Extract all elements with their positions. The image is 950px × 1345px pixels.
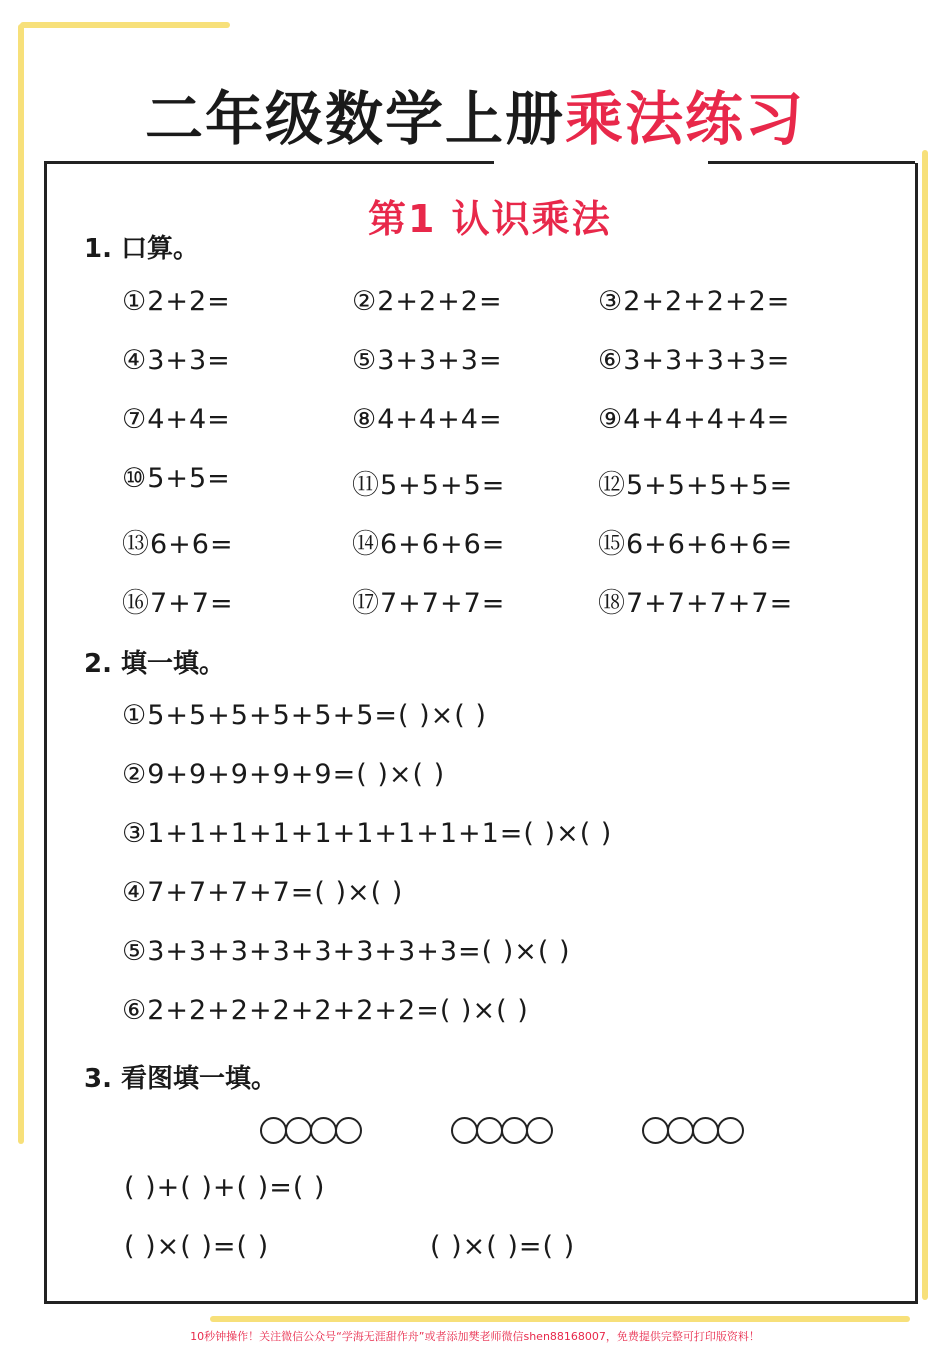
exercise-1-12: ⑫5+5+5+5= (598, 470, 794, 501)
exercise-1-10: ⑩5+5= (122, 463, 231, 494)
section3-heading: 3. 看图填一填。 (84, 1064, 278, 1094)
frame-top (20, 22, 230, 28)
footer-note: 10秒钟操作！关注微信公众号“学海无涯甜作舟”或者添加樊老师微信shen88168007，免费提供完整可打印版资料！ (190, 1330, 760, 1343)
circle (451, 1117, 478, 1144)
circle (642, 1117, 669, 1144)
circle (335, 1117, 362, 1144)
circle (285, 1117, 312, 1144)
exercise-1-8: ⑧4+4+4= (352, 404, 503, 435)
section1-heading: 1. 口算。 (84, 234, 200, 264)
exercise-1-17: ⑰7+7+7= (352, 588, 506, 619)
exercise-1-18: ⑱7+7+7+7= (598, 588, 794, 619)
circle (692, 1117, 719, 1144)
circle (476, 1117, 503, 1144)
lesson-subtitle: 第1 认识乘法 (368, 197, 612, 241)
circle (260, 1117, 287, 1144)
fill-item-3: ③1+1+1+1+1+1+1+1+1=( )×( ) (122, 818, 613, 849)
exercise-1-16: ⑯7+7= (122, 588, 234, 619)
exercise-1-2: ②2+2+2= (352, 286, 503, 317)
exercise-1-11: ⑪5+5+5= (352, 470, 506, 501)
circle (717, 1117, 744, 1144)
circle (667, 1117, 694, 1144)
circle-group-1 (260, 1117, 360, 1144)
fill-item-6: ⑥2+2+2+2+2+2+2=( )×( ) (122, 995, 529, 1026)
fill-item-4: ④7+7+7+7=( )×( ) (122, 877, 404, 908)
circle-group-3 (642, 1117, 742, 1144)
exercise-1-5: ⑤3+3+3= (352, 345, 503, 376)
multiplication-line-b: ( )×( )=( ) (430, 1231, 576, 1262)
fill-item-2: ②9+9+9+9+9=( )×( ) (122, 759, 446, 790)
frame-left (18, 24, 24, 1144)
frame-bottom (210, 1316, 910, 1322)
frame-right (922, 150, 928, 1300)
circle (501, 1117, 528, 1144)
multiplication-line-a: ( )×( )=( ) (124, 1231, 270, 1262)
circle (526, 1117, 553, 1144)
fill-item-1: ①5+5+5+5+5+5=( )×( ) (122, 700, 487, 731)
fill-item-5: ⑤3+3+3+3+3+3+3+3=( )×( ) (122, 936, 571, 967)
circle (310, 1117, 337, 1144)
exercise-1-7: ⑦4+4= (122, 404, 231, 435)
exercise-1-9: ⑨4+4+4+4= (598, 404, 791, 435)
exercise-1-3: ③2+2+2+2= (598, 286, 791, 317)
exercise-1-4: ④3+3= (122, 345, 231, 376)
exercise-1-1: ①2+2= (122, 286, 231, 317)
circle-group-2 (451, 1117, 551, 1144)
exercise-1-14: ⑭6+6+6= (352, 529, 506, 560)
section2-heading: 2. 填一填。 (84, 649, 226, 679)
exercise-1-13: ⑬6+6= (122, 529, 234, 560)
addition-line: ( )+( )+( )=( ) (124, 1172, 326, 1203)
title-accent: 乘法练习 (565, 85, 806, 153)
exercise-1-15: ⑮6+6+6+6= (598, 529, 794, 560)
page-title (0, 72, 950, 156)
exercise-1-6: ⑥3+3+3+3= (598, 345, 791, 376)
title-main: 二年级数学上册 (144, 85, 565, 153)
